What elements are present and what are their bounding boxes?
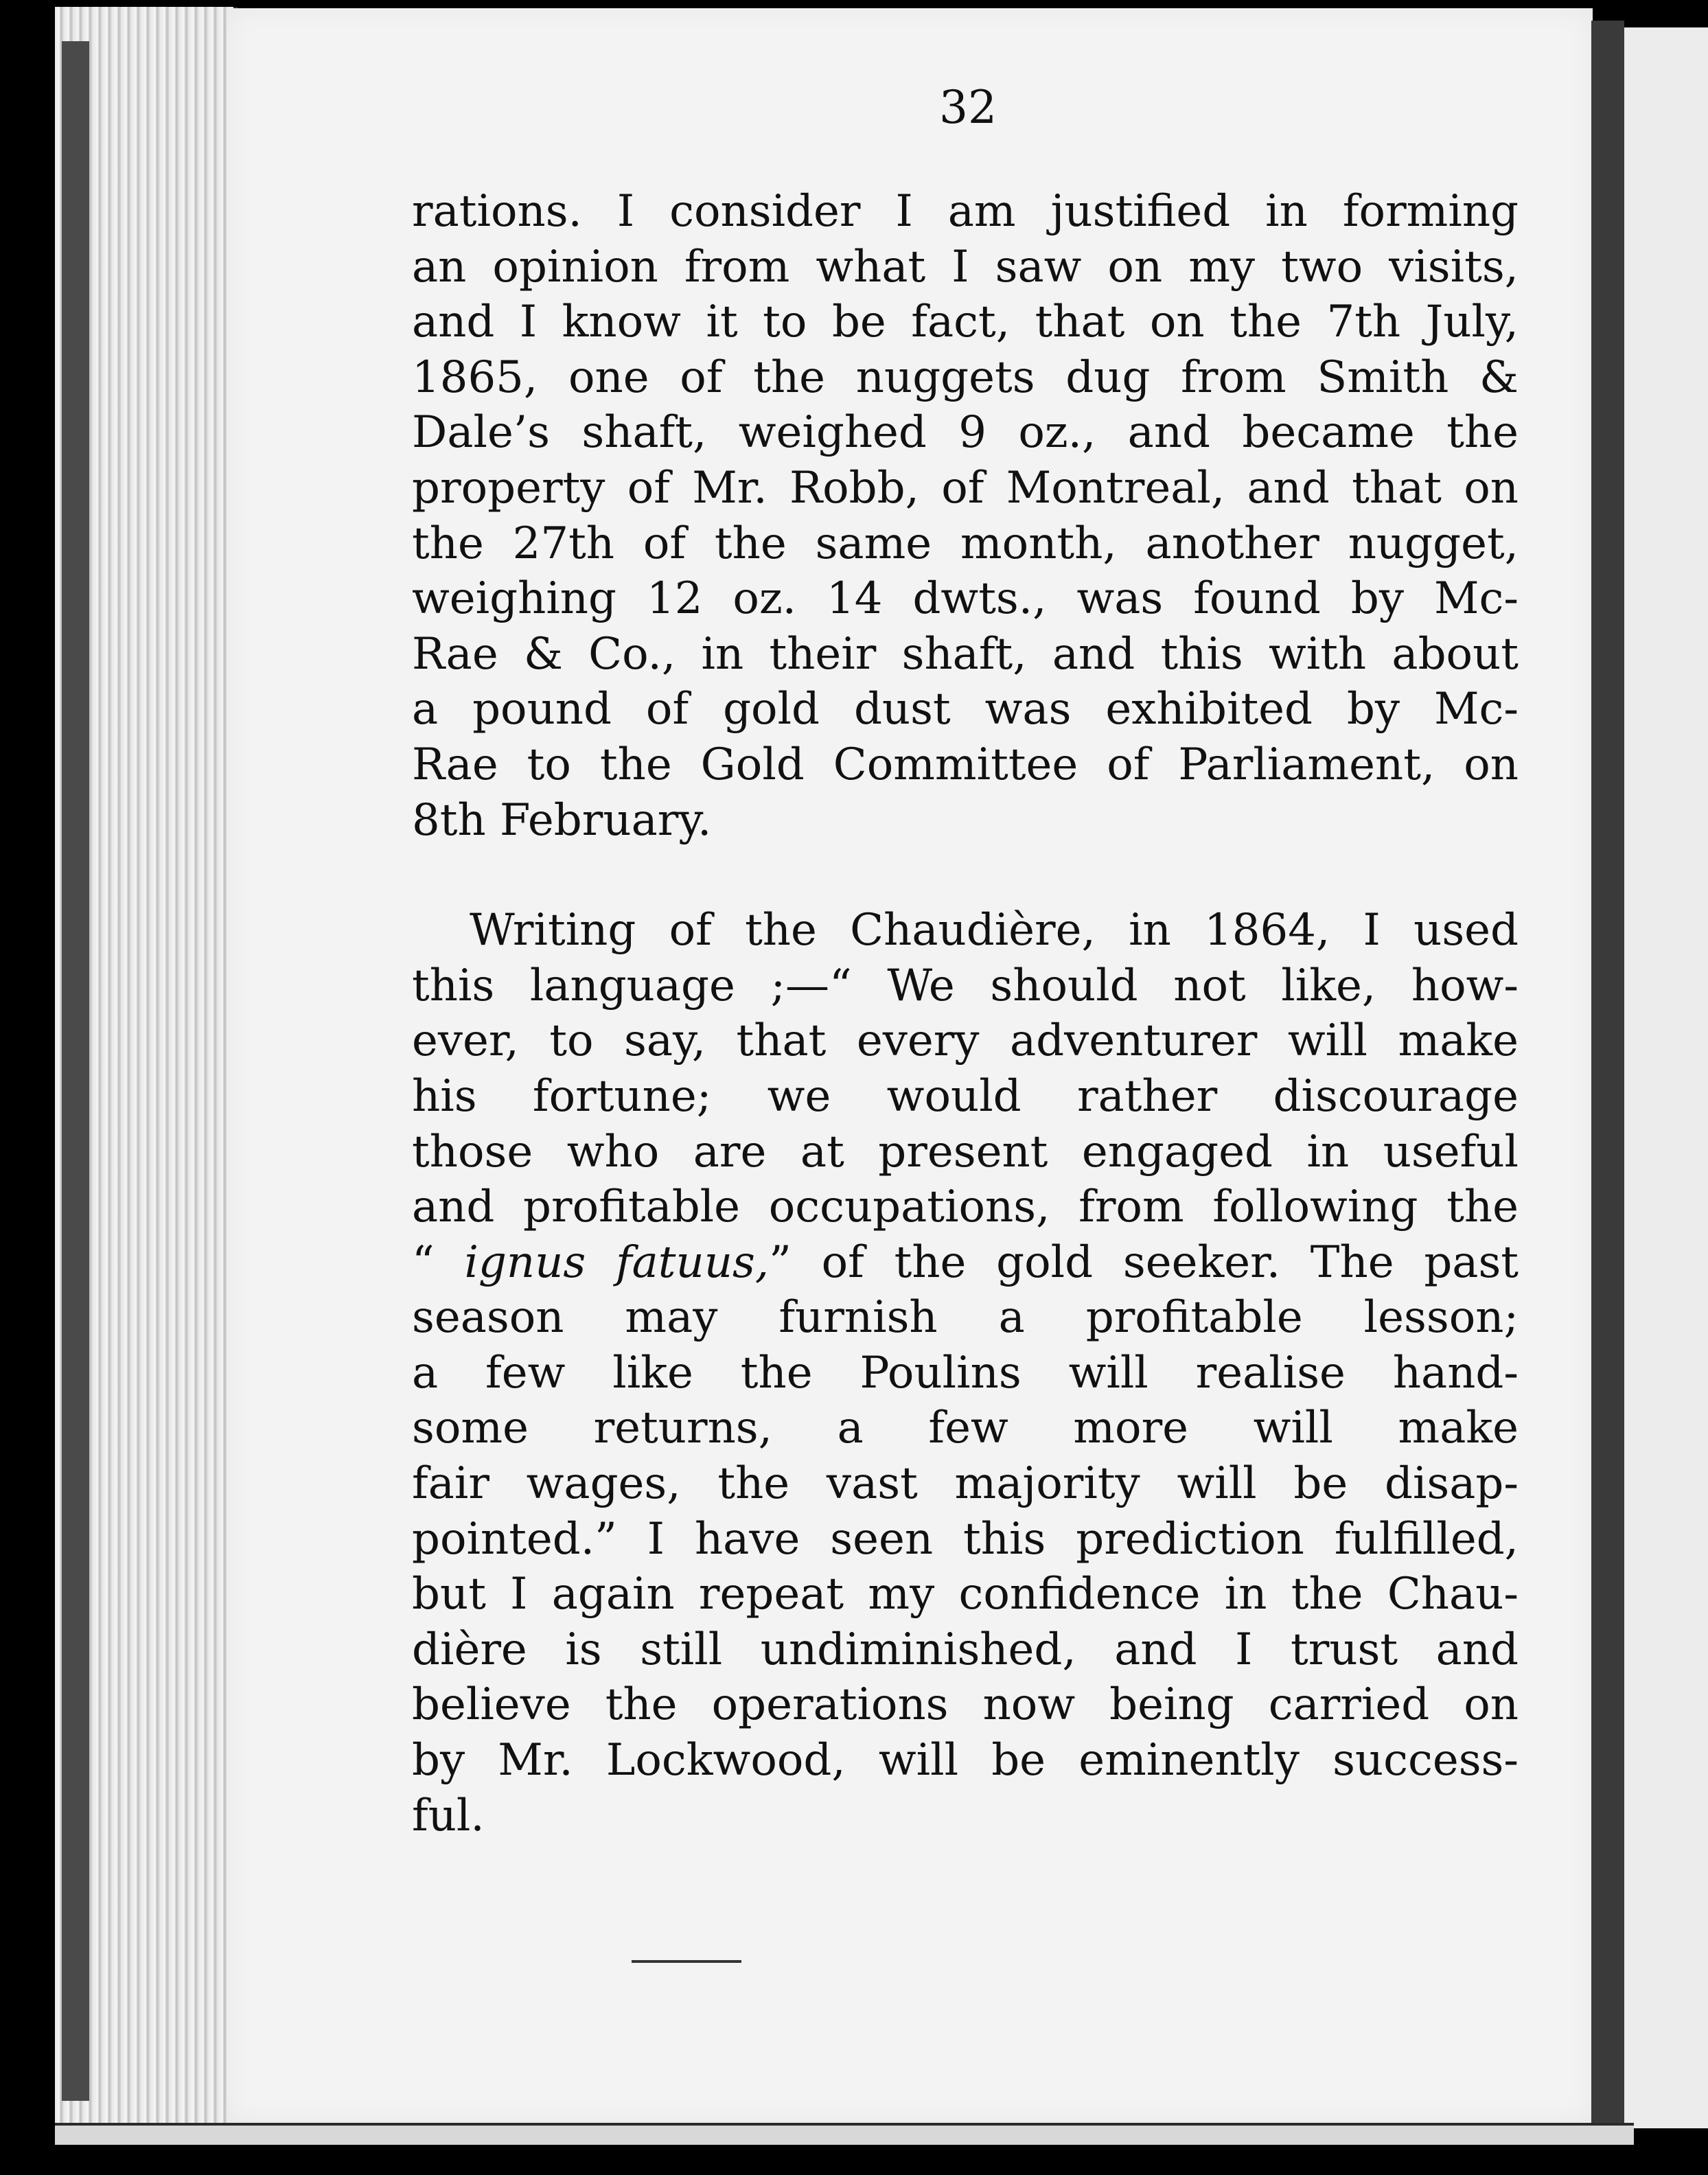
text-line: his fortune; we would rather discourage — [412, 1070, 1519, 1122]
paragraph-1 — [412, 184, 1519, 848]
text-line: Rae to the Gold Committee of Parliament, on — [412, 739, 1519, 790]
text-line: an opinion from what I saw on my two visits, — [412, 241, 1519, 292]
footer-rule — [632, 1960, 741, 1963]
text-line: a pound of gold dust was exhibited by Mc- — [412, 684, 1519, 735]
text-line: season may furnish a profitable lesson; — [412, 1292, 1519, 1344]
text-line-with-italic — [412, 1235, 1519, 1291]
text-line: pointed.” I have seen this prediction fulfilled, — [412, 1513, 1519, 1565]
text-line: some returns, a few more will make — [412, 1403, 1519, 1454]
text-line: Dale’s shaft, weighed 9 oz., and became the — [412, 407, 1519, 459]
text-line: ful. — [412, 1790, 485, 1841]
text-line: believe the operations now being carried on — [412, 1679, 1519, 1731]
adjacent-page — [1624, 27, 1708, 2128]
quote-open: “ — [412, 1236, 465, 1288]
text-line: dière is still undiminished, and I trust and — [412, 1624, 1519, 1675]
text-line: property of Mr. Robb, of Montreal, and that on — [412, 462, 1519, 514]
text-line: but I again repeat my confidence in the Chau- — [412, 1569, 1519, 1620]
text-line: 8th February. — [412, 794, 712, 846]
text-line: and profitable occupations, from following the — [412, 1182, 1519, 1233]
text-line: the 27th of the same month, another nugget, — [412, 518, 1519, 569]
paragraph-2 — [412, 903, 1519, 1843]
book-gutter — [1591, 21, 1624, 2128]
text-line: Rae & Co., in their shaft, and this with about — [412, 628, 1519, 680]
italic-phrase: ignus fatuus, — [464, 1236, 770, 1288]
text-line: this language ;—“ We should not like, how- — [412, 960, 1519, 1011]
text-line: a few like the Poulins will realise hand- — [412, 1347, 1519, 1399]
binding-shadow — [62, 41, 89, 2101]
page-text — [412, 184, 1519, 1843]
paragraph-gap — [412, 848, 1519, 903]
text-line: weighing 12 oz. 14 dwts., was found by Mc- — [412, 573, 1519, 625]
text-line: ever, to say, that every adventurer will make — [412, 1015, 1519, 1067]
text-line: 1865, one of the nuggets dug from Smith & — [412, 352, 1519, 403]
text-line: by Mr. Lockwood, will be eminently success- — [412, 1735, 1519, 1786]
text-line: rations. I consider I am justified in forming — [412, 186, 1519, 237]
page-number: 32 — [939, 81, 997, 134]
text-line: and I know it to be fact, that on the 7th July, — [412, 297, 1519, 348]
text-line: those who are at present engaged in useful — [412, 1126, 1519, 1177]
book-bottom-edge — [55, 2123, 1634, 2145]
text-line: fair wages, the vast majority will be disap- — [412, 1458, 1519, 1510]
quote-rest: ” of the gold seeker. The past — [769, 1236, 1519, 1288]
text-line: Writing of the Chaudière, in 1864, I used — [470, 905, 1519, 956]
